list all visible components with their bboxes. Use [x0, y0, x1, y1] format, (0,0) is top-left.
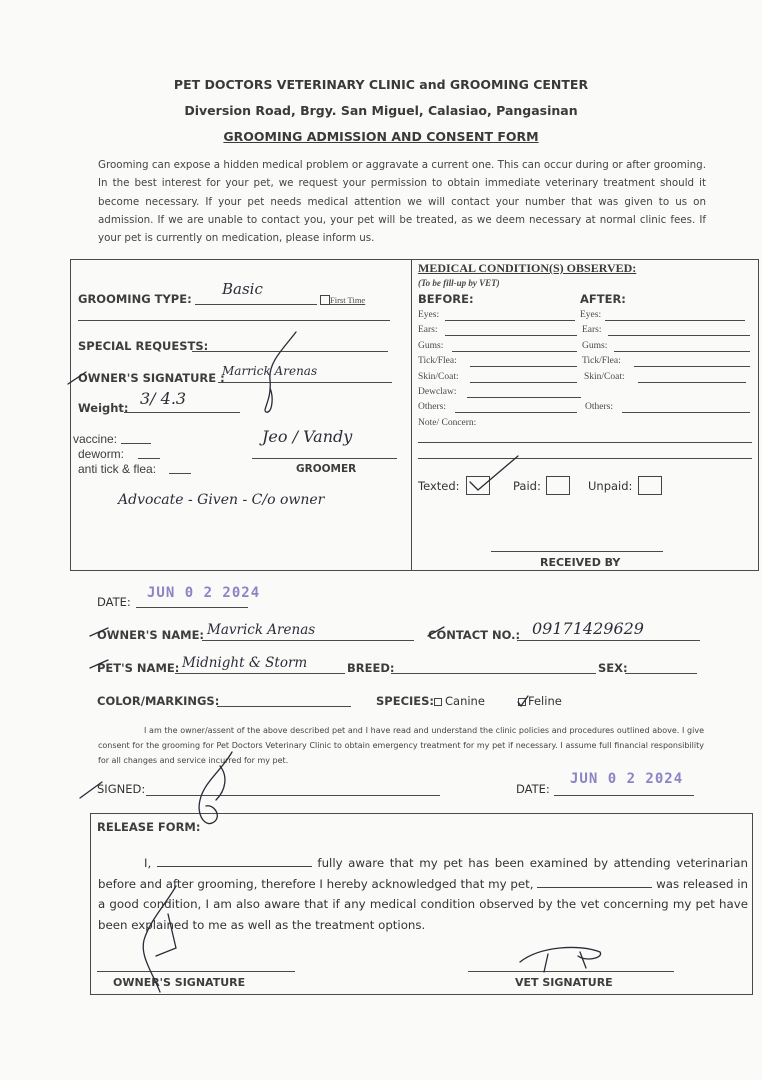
owner-signature-label: OWNER'S SIGNATURE :: [78, 371, 225, 385]
deworm-label: deworm:: [78, 447, 125, 461]
owner-signature-value[interactable]: Marrick Arenas: [222, 364, 318, 378]
after-gums: Gums:: [582, 341, 608, 351]
before-eyes-line[interactable]: [445, 320, 575, 321]
texted-label: Texted:: [418, 479, 460, 493]
before-label: BEFORE:: [418, 292, 474, 306]
pet-name-label: PET'S NAME:: [97, 661, 180, 675]
color-markings-line[interactable]: [217, 706, 351, 707]
unpaid-label: Unpaid:: [588, 479, 633, 493]
owner-name-label: OWNER'S NAME:: [97, 628, 205, 642]
consent-date-stamp: JUN 0 2 2024: [570, 771, 684, 787]
signed-label: SIGNED:: [97, 782, 146, 796]
groomer-label: GROOMER: [296, 463, 357, 475]
intro-paragraph: Grooming can expose a hidden medical problem or aggravate a current one. This can occur during or after grooming. In the best interest for your pet, we request your permission to obtain immediate veterinary treatment should it become necessary. If your pet needs medical attention we will contact your number that was given to us on admission. If we are unable to contact you, your pet will be treated, as we deem necessary at normal clinic fees. If your pet is currently on medication, please inform us.: [98, 159, 706, 245]
before-dewclaw: Dewclaw:: [418, 387, 457, 397]
before-ears-line[interactable]: [445, 335, 577, 336]
after-tick: Tick/Flea:: [582, 356, 621, 366]
signed-line[interactable]: [146, 795, 440, 796]
texted-checkbox[interactable]: [466, 476, 490, 495]
feline-checkbox[interactable]: [518, 698, 526, 706]
before-tick: Tick/Flea:: [418, 356, 457, 366]
after-ears: Ears:: [582, 325, 602, 335]
release-text-part2: fully aware that my pet has been examined by attending veterinarian before and after grooming, therefore I hereby acknowledged that my pet,: [98, 856, 748, 891]
vaccine-label: vaccine:: [73, 432, 118, 446]
special-requests-label: SPECIAL REQUESTS:: [78, 339, 209, 353]
color-markings-label: COLOR/MARKINGS:: [97, 694, 220, 708]
owner-signature-release-label: OWNER'S SIGNATURE: [113, 976, 246, 989]
grooming-type-label: GROOMING TYPE:: [78, 292, 192, 306]
breed-line[interactable]: [391, 673, 596, 674]
grooming-type-line: [195, 304, 317, 305]
deworm-line: [138, 458, 160, 459]
release-text-part3: was released in a good condition, I am also aware that if any medical condition observed by the vet concerning my pet have been explained to me as well as the treatment options.: [98, 876, 748, 932]
after-eyes: Eyes:: [580, 310, 602, 320]
after-skin-line[interactable]: [638, 382, 746, 383]
weight-line: [124, 412, 240, 413]
sex-label: SEX:: [598, 661, 628, 675]
before-others-line[interactable]: [455, 412, 577, 413]
owner-signature-line: [218, 382, 392, 383]
after-eyes-line[interactable]: [605, 320, 745, 321]
release-title: RELEASE FORM:: [97, 820, 201, 834]
owner-name-line: [202, 640, 414, 641]
owner-signature-release-line[interactable]: [97, 971, 295, 972]
breed-label: BREED:: [347, 661, 395, 675]
vet-signature-line[interactable]: [468, 971, 674, 972]
pet-name-value[interactable]: Midnight & Storm: [182, 655, 308, 671]
note-concern-label: Note/ Concern:: [418, 418, 477, 428]
before-ears: Ears:: [418, 325, 438, 335]
contact-label: CONTACT NO.:: [428, 628, 521, 642]
after-tick-line[interactable]: [634, 366, 750, 367]
before-gums: Gums:: [418, 341, 444, 351]
contact-value[interactable]: 09171429629: [532, 619, 644, 638]
before-dewclaw-line[interactable]: [467, 397, 581, 398]
consent-date-line: [554, 795, 694, 796]
paid-checkbox[interactable]: [546, 476, 570, 495]
weight-label: Weight:: [78, 401, 129, 415]
special-requests-line: [192, 351, 388, 352]
before-gums-line[interactable]: [452, 351, 577, 352]
before-eyes: Eyes:: [418, 310, 440, 320]
vaccine-line: [121, 443, 151, 444]
medical-title: MEDICAL CONDITION(S) OBSERVED:: [418, 261, 637, 275]
species-label: SPECIES:: [376, 694, 435, 708]
note-line-1[interactable]: [418, 442, 752, 443]
after-gums-line[interactable]: [614, 351, 750, 352]
pet-name-line: [175, 673, 345, 674]
canine-checkbox[interactable]: [434, 698, 442, 706]
owner-name-value[interactable]: Mavrick Arenas: [207, 622, 316, 638]
received-by-line[interactable]: [491, 551, 663, 552]
advocate-note[interactable]: Advocate - Given - C/o owner: [118, 492, 325, 508]
after-skin: Skin/Coat:: [584, 372, 625, 382]
medical-subtitle: (To be fill-up by VET): [418, 278, 500, 288]
grooming-type-line-2: [78, 320, 390, 321]
release-text-part1: I,: [144, 856, 157, 870]
first-time-label: First Time: [330, 295, 366, 305]
clinic-name: PET DOCTORS VETERINARY CLINIC and GROOMING CENTER: [173, 77, 589, 92]
form-title: GROOMING ADMISSION AND CONSENT FORM: [223, 129, 539, 144]
weight-value[interactable]: 3/ 4.3: [140, 389, 187, 408]
date-line: [136, 607, 248, 608]
release-paragraph: [98, 853, 748, 935]
date-stamp: JUN 0 2 2024: [147, 585, 261, 601]
release-pet-blank[interactable]: [537, 875, 652, 888]
feline-label: Feline: [528, 694, 562, 708]
contact-line: [517, 640, 700, 641]
consent-text: I am the owner/assent of the above described pet and I have read and understand the clinic policies and procedures outlined above. I give consent for the grooming for Pet Doctors Veterinary Clinic to obtain emergency treatment for my pet if necessary. I assume full financial responsibility for all changes and service incurred for my pet.: [98, 726, 704, 765]
note-line-2[interactable]: [418, 458, 752, 459]
received-by-label: RECEIVED BY: [540, 556, 621, 569]
anti-tick-label: anti tick & flea:: [78, 462, 157, 476]
groomer-line: [252, 458, 397, 459]
after-ears-line[interactable]: [608, 335, 750, 336]
before-skin: Skin/Coat:: [418, 372, 459, 382]
unpaid-checkbox[interactable]: [638, 476, 662, 495]
before-others: Others:: [418, 402, 446, 412]
groomer-value[interactable]: Jeo / Vandy: [262, 427, 353, 446]
grooming-type-value[interactable]: Basic: [222, 280, 263, 298]
clinic-address: Diversion Road, Brgy. San Miguel, Calasiao, Pangasinan: [184, 103, 578, 118]
vet-signature-label: VET SIGNATURE: [515, 976, 613, 989]
anti-tick-line: [169, 473, 191, 474]
after-others: Others:: [585, 402, 613, 412]
after-label: AFTER:: [580, 292, 626, 306]
first-time-checkbox[interactable]: [320, 295, 330, 305]
before-skin-line[interactable]: [470, 382, 577, 383]
sex-line[interactable]: [625, 673, 697, 674]
release-name-blank[interactable]: [157, 854, 312, 867]
before-tick-line[interactable]: [470, 366, 577, 367]
date-label: DATE:: [97, 595, 131, 609]
consent-date-label: DATE:: [516, 782, 550, 796]
after-others-line[interactable]: [622, 412, 750, 413]
canine-label: Canine: [445, 694, 485, 708]
paid-label: Paid:: [513, 479, 541, 493]
